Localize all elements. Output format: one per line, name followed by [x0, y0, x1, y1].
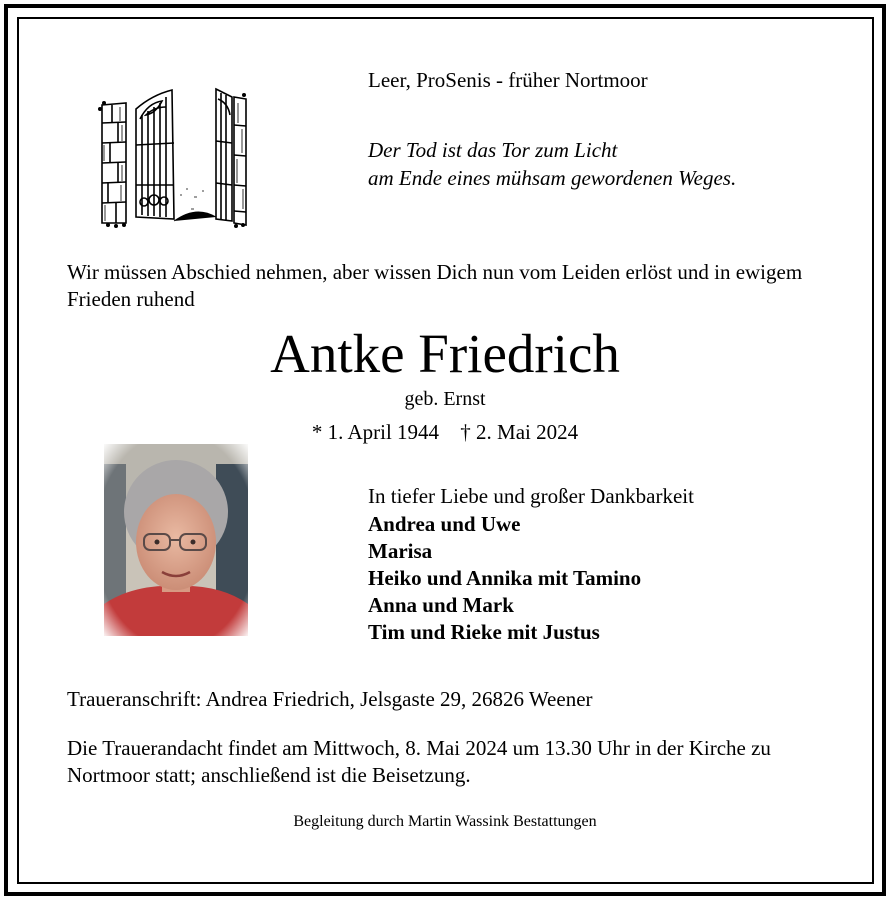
location-line: Leer, ProSenis - früher Nortmoor [368, 68, 648, 92]
mourner-item: Andrea und Uwe [368, 512, 521, 536]
mourners-intro: In tiefer Liebe und großer Dankbarkeit [368, 484, 694, 508]
mourner-item: Anna und Mark [368, 593, 514, 617]
mourners-list [368, 511, 641, 646]
death-date: † 2. Mai 2024 [460, 420, 579, 444]
open-gate-icon [96, 85, 248, 229]
quote-line-2: am Ende eines mühsam gewordenen Weges. [368, 166, 737, 190]
deceased-name: Antke Friedrich [270, 323, 620, 384]
mourning-address: Traueranschrift: Andrea Friedrich, Jelsgaste 29, 26826 Weener [67, 687, 593, 711]
mourner-item: Marisa [368, 539, 433, 563]
quote-line-1: Der Tod ist das Tor zum Licht [368, 138, 618, 162]
mourner-item: Tim und Rieke mit Justus [368, 620, 600, 644]
portrait-photo-icon [104, 444, 248, 636]
birth-date: * 1. April 1944 [311, 420, 440, 444]
birth-name: geb. Ernst [404, 388, 486, 410]
quote [368, 136, 736, 192]
undertaker-credit: Begleitung durch Martin Wassink Bestattungen [293, 813, 597, 830]
life-dates [0, 420, 890, 445]
mourner-item: Heiko und Annika mit Tamino [368, 566, 642, 590]
farewell-text: Wir müssen Abschied nehmen, aber wissen Dich nun vom Leiden erlöst und in ewigem Frieden ruhend [67, 260, 803, 311]
service-info: Die Trauerandacht findet am Mittwoch, 8. Mai 2024 um 13.30 Uhr in der Kirche zu Nortmoor statt; anschließend ist die Beisetzung. [67, 736, 771, 787]
